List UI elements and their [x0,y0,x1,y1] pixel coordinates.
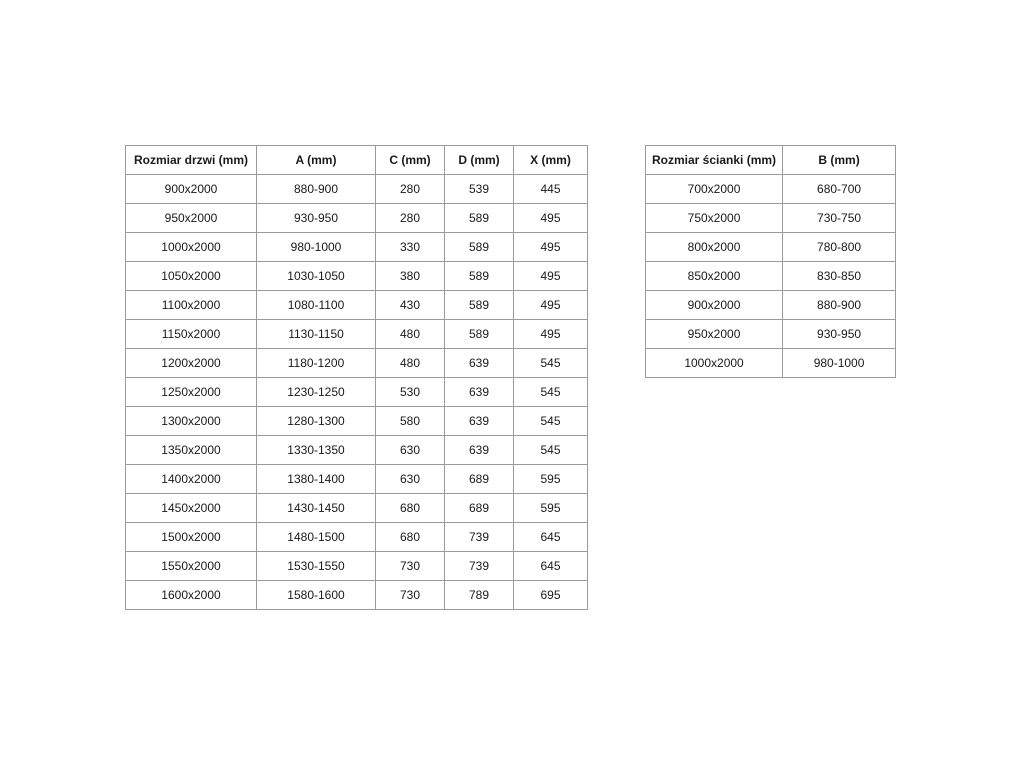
table-cell: 580 [376,407,445,436]
table-cell: 545 [514,407,588,436]
table-cell: 1300x2000 [126,407,257,436]
table-cell: 330 [376,233,445,262]
table-row [126,291,588,320]
table-cell: 1400x2000 [126,465,257,494]
table-cell: 1530-1550 [257,552,376,581]
table-cell: 645 [514,552,588,581]
table-cell: 689 [445,494,514,523]
table-cell: 800x2000 [646,233,783,262]
table-cell: 750x2000 [646,204,783,233]
column-header: D (mm) [445,146,514,175]
table-cell: 700x2000 [646,175,783,204]
table-row [126,465,588,494]
table-cell: 1230-1250 [257,378,376,407]
table-row [126,349,588,378]
table-cell: 739 [445,552,514,581]
table-header-row [646,146,896,175]
table-cell: 495 [514,204,588,233]
table-cell: 880-900 [783,291,896,320]
table-cell: 730 [376,552,445,581]
table-cell: 1450x2000 [126,494,257,523]
table-cell: 1000x2000 [646,349,783,378]
table-cell: 930-950 [783,320,896,349]
table-cell: 495 [514,262,588,291]
table-row [126,523,588,552]
table-cell: 645 [514,523,588,552]
table-row [126,552,588,581]
table-cell: 1480-1500 [257,523,376,552]
table-cell: 1580-1600 [257,581,376,610]
table-cell: 589 [445,262,514,291]
table-cell: 280 [376,204,445,233]
table-row [126,436,588,465]
table-row [646,262,896,291]
table-cell: 789 [445,581,514,610]
table-cell: 589 [445,320,514,349]
table-cell: 689 [445,465,514,494]
table-cell: 495 [514,320,588,349]
table-cell: 589 [445,291,514,320]
table-cell: 630 [376,465,445,494]
table-cell: 639 [445,436,514,465]
column-header: X (mm) [514,146,588,175]
table-cell: 1150x2000 [126,320,257,349]
table-cell: 1080-1100 [257,291,376,320]
table-row [126,581,588,610]
door-sizes-table [125,145,588,610]
table-row [126,204,588,233]
table-row [646,291,896,320]
column-header: C (mm) [376,146,445,175]
table-cell: 1600x2000 [126,581,257,610]
table-cell: 639 [445,407,514,436]
table-cell: 1130-1150 [257,320,376,349]
column-header: B (mm) [783,146,896,175]
table-cell: 595 [514,494,588,523]
table-row [646,349,896,378]
table-row [126,407,588,436]
table-cell: 539 [445,175,514,204]
table-cell: 900x2000 [126,175,257,204]
table-cell: 495 [514,233,588,262]
table-cell: 639 [445,378,514,407]
table-cell: 1050x2000 [126,262,257,291]
table-cell: 430 [376,291,445,320]
table-cell: 480 [376,320,445,349]
table-cell: 900x2000 [646,291,783,320]
table-row [126,175,588,204]
table-cell: 980-1000 [257,233,376,262]
table-cell: 530 [376,378,445,407]
table-row [646,320,896,349]
table-cell: 589 [445,233,514,262]
table-row [646,233,896,262]
table-cell: 950x2000 [126,204,257,233]
table-cell: 639 [445,349,514,378]
table-cell: 480 [376,349,445,378]
table-cell: 730 [376,581,445,610]
table-cell: 495 [514,291,588,320]
table-row [126,320,588,349]
table-cell: 545 [514,349,588,378]
table-cell: 680 [376,494,445,523]
table-row [126,262,588,291]
table-cell: 1250x2000 [126,378,257,407]
table-cell: 595 [514,465,588,494]
table-row [126,494,588,523]
table-cell: 680 [376,523,445,552]
table-cell: 1000x2000 [126,233,257,262]
table-row [646,175,896,204]
table-cell: 680-700 [783,175,896,204]
table-row [126,233,588,262]
wall-sizes-table [645,145,896,378]
table-cell: 589 [445,204,514,233]
table-row [126,378,588,407]
table-cell: 1100x2000 [126,291,257,320]
table-cell: 280 [376,175,445,204]
table-row [646,204,896,233]
table-cell: 950x2000 [646,320,783,349]
table-cell: 739 [445,523,514,552]
table-cell: 980-1000 [783,349,896,378]
table-cell: 1380-1400 [257,465,376,494]
table-cell: 1430-1450 [257,494,376,523]
column-header: Rozmiar drzwi (mm) [126,146,257,175]
table-cell: 1550x2000 [126,552,257,581]
table-cell: 1030-1050 [257,262,376,291]
table-cell: 630 [376,436,445,465]
table-cell: 380 [376,262,445,291]
table-cell: 545 [514,378,588,407]
table-cell: 930-950 [257,204,376,233]
table-cell: 1500x2000 [126,523,257,552]
table-cell: 445 [514,175,588,204]
table-cell: 880-900 [257,175,376,204]
column-header: Rozmiar ścianki (mm) [646,146,783,175]
table-header-row [126,146,588,175]
column-header: A (mm) [257,146,376,175]
table-cell: 780-800 [783,233,896,262]
table-cell: 545 [514,436,588,465]
table-cell: 830-850 [783,262,896,291]
table-cell: 695 [514,581,588,610]
table-cell: 730-750 [783,204,896,233]
table-cell: 1200x2000 [126,349,257,378]
table-cell: 1180-1200 [257,349,376,378]
table-cell: 850x2000 [646,262,783,291]
table-cell: 1330-1350 [257,436,376,465]
table-cell: 1350x2000 [126,436,257,465]
table-cell: 1280-1300 [257,407,376,436]
